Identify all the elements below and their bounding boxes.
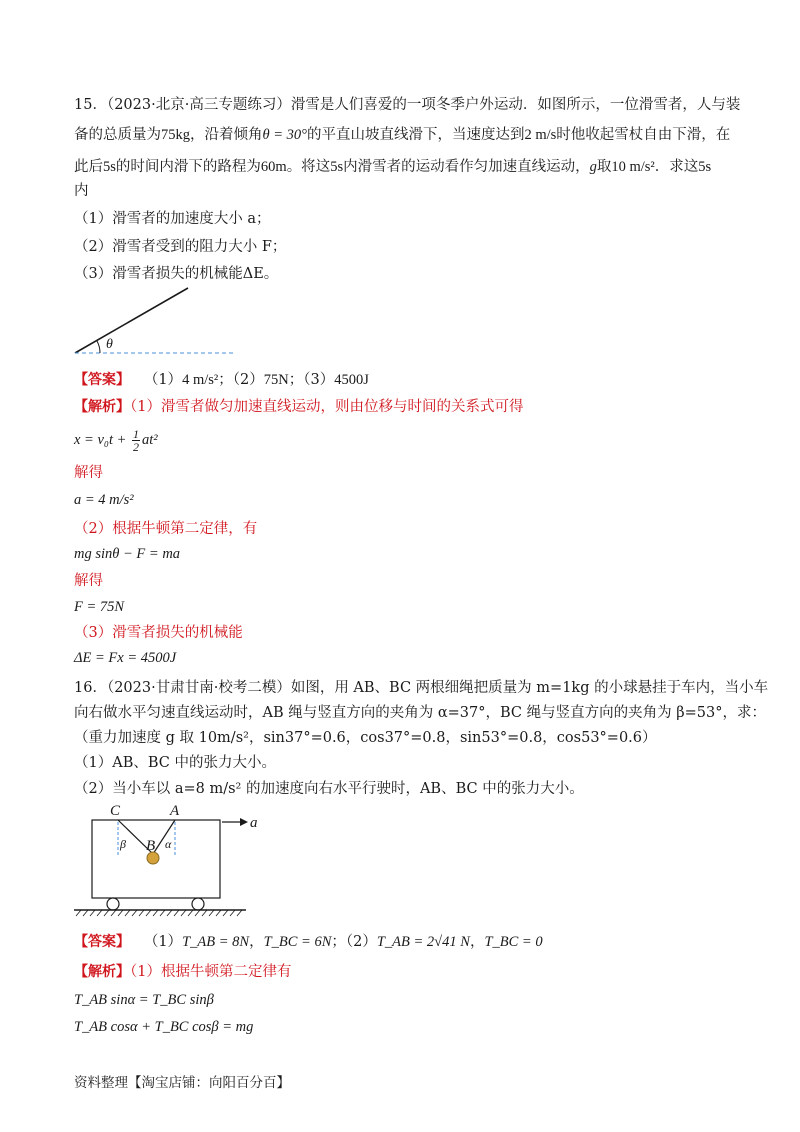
wheel-right (192, 898, 204, 910)
q16-eq-1: T_AB sinα = T_BC sinβ (74, 992, 214, 1008)
q16-answer: 【答案】 （1）T_AB = 8N，T_BC = 6N；（2）T_AB = 2√41 N，T_BC = 0 (74, 934, 543, 950)
label-b: B (146, 838, 156, 854)
q15-analysis-3: （3）滑雪者损失的机械能 (74, 625, 243, 641)
q15-sub-1: （1）滑雪者的加速度大小 a； (74, 211, 271, 227)
label-c: C (110, 803, 121, 819)
wheel-left (107, 898, 119, 910)
label-a: A (170, 803, 180, 819)
footer-note: 资料整理【淘宝店铺：向阳百分百】 (74, 1075, 290, 1091)
ground-hatching (76, 910, 242, 916)
q16-sub-1: （1）AB、BC 中的张力大小。 (74, 755, 276, 771)
q16-analysis-1: 【解析】（1）根据牛顿第二定律有 (74, 964, 292, 980)
slope-line (75, 288, 188, 353)
q15-eq-5: ΔE = Fx = 4500J (74, 650, 177, 666)
slope-figure (70, 285, 245, 360)
q15-line-4: 内 (74, 183, 89, 199)
q15-sub-3: （3）滑雪者损失的机械能ΔE。 (74, 266, 279, 282)
angle-arc (97, 341, 100, 353)
label-accel: a (250, 815, 258, 831)
q15-eq-4: F = 75N (74, 599, 125, 615)
q16-sub-2: （2）当小车以 a=8 m/s² 的加速度向右水平行驶时，AB、BC 中的张力大小。 (74, 781, 584, 797)
q15-analysis-1: 【解析】（1）滑雪者做匀加速直线运动，则由位移与时间的关系式可得 (74, 399, 524, 415)
q15-answer: 【答案】 （1）4 m/s²；（2）75N；（3）4500J (74, 372, 369, 388)
q15-line-2: 备的总质量为75kg，沿着倾角θ = 30°的平直山坡直线滑下，当速度达到2 m/s时他收起雪杖自由下滑，在 (74, 127, 731, 143)
q15-line-3: 此后5s的时间内滑下的路程为60m。将这5s内滑雪者的运动看作匀加速直线运动，g取10 m/s²．求这5s (74, 159, 712, 175)
theta-label: θ (106, 337, 113, 352)
q16-eq-2: T_AB cosα + T_BC cosβ = mg (74, 1019, 254, 1035)
q15-eq-1: x = v₀t + $\frac{1}{2}$ at² (74, 427, 158, 454)
q15-solve-1: 解得 (74, 465, 103, 481)
q16-line-3: （重力加速度 g 取 10m/s²，sin37°=0.6，cos37°=0.8，sin53°=0.8，cos53°=0.6） (74, 730, 657, 746)
label-beta: β (120, 837, 126, 851)
cart-figure (70, 800, 270, 920)
q16-line-2: 向右做水平匀速直线运动时，AB 绳与竖直方向的夹角为 α=37°，BC 绳与竖直方向的夹角为 β=53°，求： (74, 705, 766, 721)
q15-line-1: 15．（2023·北京·高三专题练习）滑雪是人们喜爱的一项冬季户外运动．如图所示，一位滑雪者，人与装 (74, 97, 741, 113)
q16-line-1: 16．（2023·甘肃甘南·校考二模）如图，用 AB、BC 两根细绳把质量为 m=1kg 的小球悬挂于车内，当小车 (74, 680, 769, 696)
q15-sub-2: （2）滑雪者受到的阻力大小 F； (74, 239, 287, 255)
q15-analysis-2: （2）根据牛顿第二定律，有 (74, 521, 258, 537)
q15-eq-3: mg sinθ − F = ma (74, 546, 181, 562)
label-alpha: α (165, 837, 172, 851)
accel-arrow-head (240, 818, 248, 826)
string-ab (153, 820, 175, 854)
q15-solve-2: 解得 (74, 573, 103, 589)
q15-eq-2: a = 4 m/s² (74, 492, 134, 508)
